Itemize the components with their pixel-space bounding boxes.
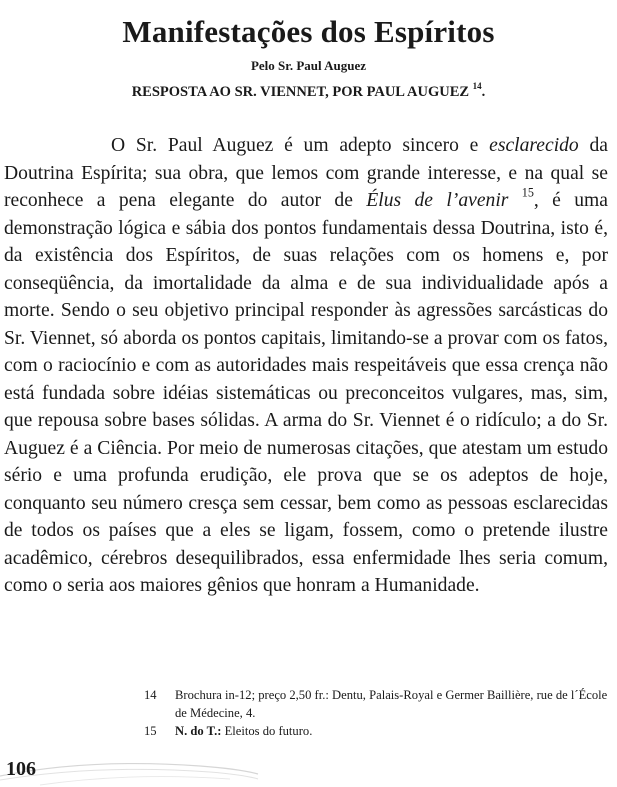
author-byline: Pelo Sr. Paul Auguez — [250, 58, 367, 73]
body-text-part-1: O Sr. Paul Auguez é um adepto sincero e — [111, 135, 490, 156]
footnotes — [144, 686, 610, 740]
footnote-ref-14: 14 — [472, 80, 482, 91]
footnote-number: 14 — [144, 688, 157, 702]
decorative-swoosh — [0, 752, 260, 787]
footnote-15 — [144, 722, 610, 740]
subtitle-text: RESPOSTA AO SR. VIENNET, POR PAUL AUGUEZ — [131, 84, 470, 100]
emphasis-esclarecido: esclarecido — [489, 135, 579, 156]
footnote-text — [175, 722, 610, 740]
section-subtitle — [0, 80, 617, 101]
book-title-elus: Élus de l’avenir — [366, 190, 509, 211]
footnote-number: 15 — [144, 724, 157, 738]
body-paragraph — [4, 132, 608, 600]
page-number: 106 — [6, 758, 36, 780]
page-title: Manifestações dos Espíritos — [122, 14, 495, 49]
body-text-part-3: , é uma demonstração lógica e sábia dos pontos fundamentais dessa Doutrina, isto é, da existência dos Espíritos, de suas relações com os homens e, por conseqüência, da imortalidade da alma e de sua individualidade após a morte. Sendo o seu objetivo principal responder às agressões sarcásticas do Sr. Viennet, só aborda os pontos capitais, limitando-se a provar com os fatos, com o raciocínio e com as autoridades mais respeitáveis que essa crença não está fundada sobre idéias sistemáticas ou preconceitos vulgares, mas, sim, que repousa sobre bases sólidas. A arma do Sr. Viennet é o ridículo; a do Sr. Auguez é a Ciência. Por meio de numerosas citações, que atestam um estudo sério e uma profunda erudição, ele prova que se os adeptos de hoje, conquanto seu número cresça sem cessar, bem como as pessoas esclarecidas de todos os países que a eles se ligam, fossem, como o pretende ilustre acadêmico, cérebros desequilibrados, essa enfermidade lhes seria comum, como o seria aos maiores gênios que honram a Humanidade. — [4, 190, 608, 596]
body-text-part-2: da Doutrina Espírita; sua obra, que lemos com grande interesse, e na qual se reconhece a pena elegante do autor de — [4, 135, 608, 211]
footnote-14 — [144, 686, 610, 722]
subtitle-period: . — [481, 84, 486, 100]
footnote-text: Brochura in-12; preço 2,50 fr.: Dentu, Palais-Royal e Germer Baillière, rue de l´École de Médecine, 4. — [175, 688, 608, 720]
footnote-ref-15: 15 — [521, 185, 534, 200]
translator-note-label: N. do T.: — [175, 724, 222, 738]
translator-note-text: Eleitos do futuro. — [221, 724, 313, 738]
